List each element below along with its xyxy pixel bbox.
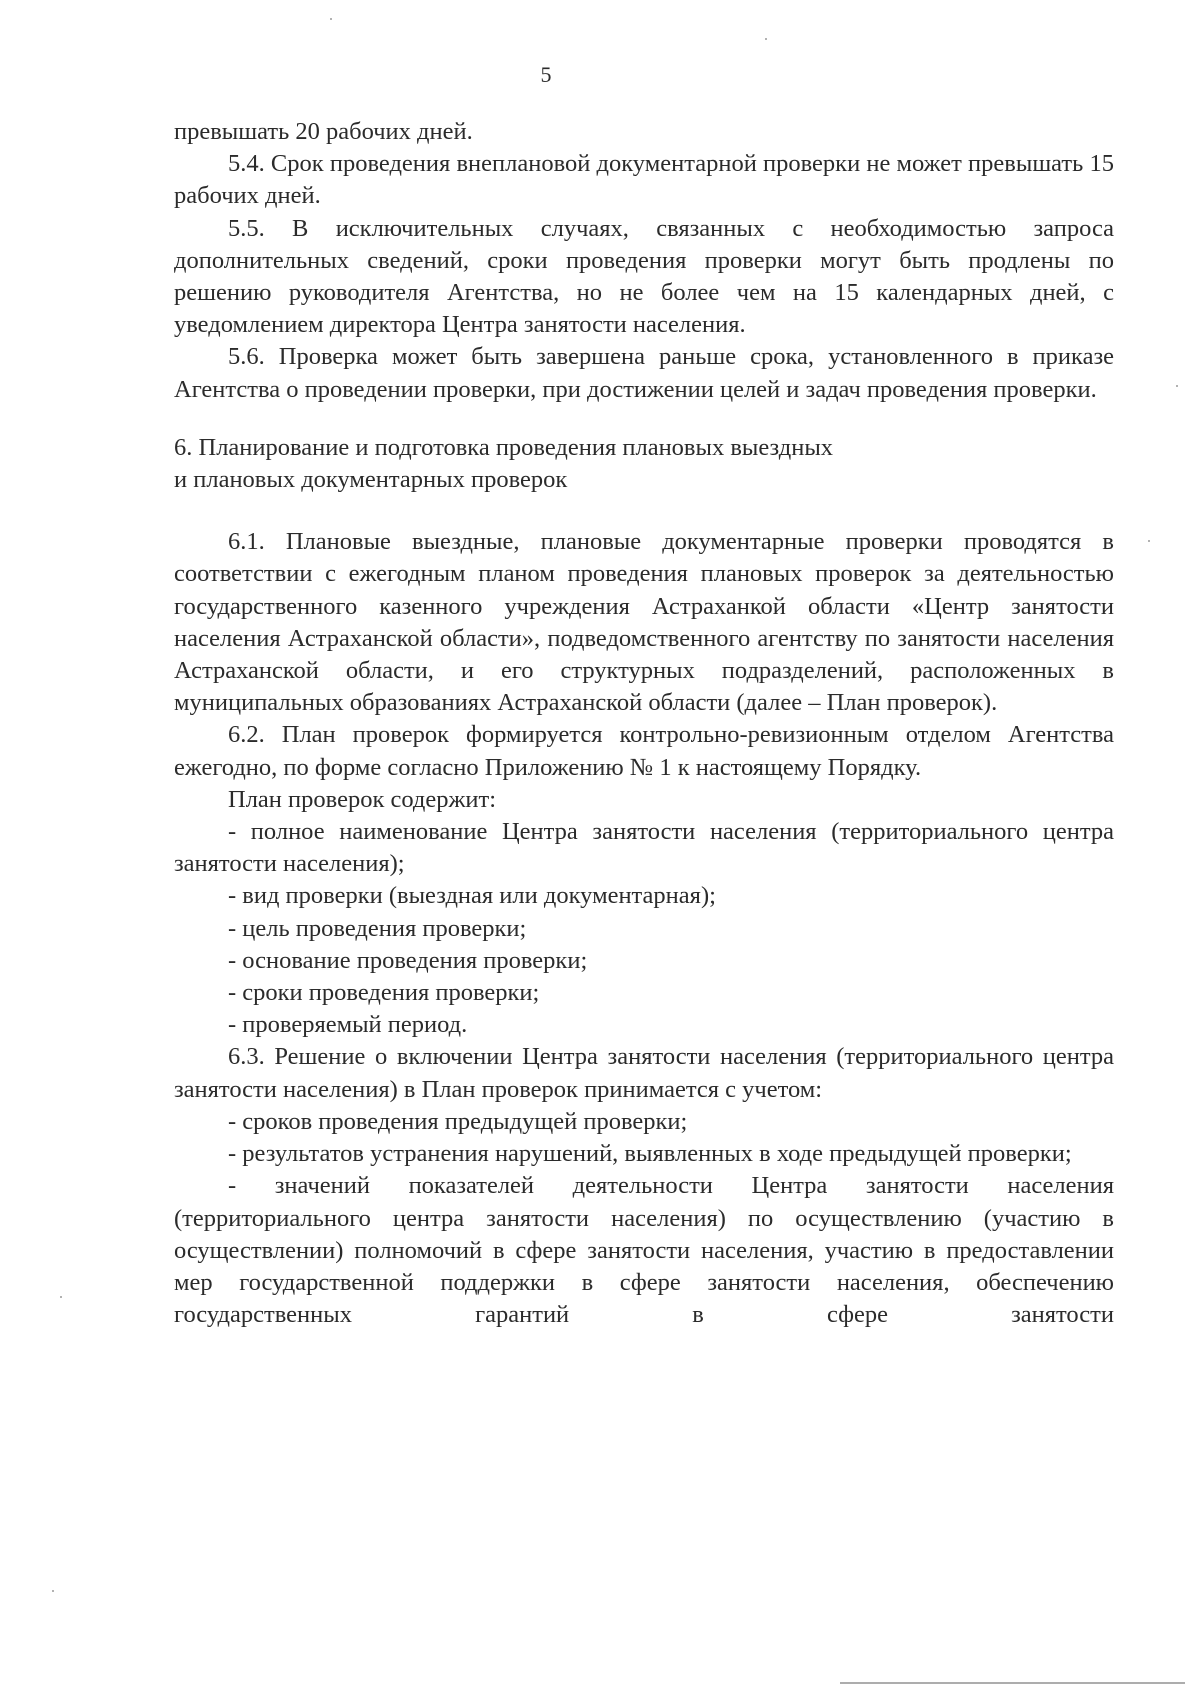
plan-contains-intro: План проверок содержит: <box>228 785 497 813</box>
list-item-prev-terms: - сроков проведения предыдущей проверки; <box>228 1107 688 1135</box>
scan-edge-line <box>840 1682 1185 1684</box>
scan-speck <box>52 1590 54 1592</box>
list-item-terms: - сроки проведения проверки; <box>228 979 540 1007</box>
paragraph-6-3: 6.3. Решение о включении Центра занятости населения (территориального центра занятости населения) в План проверок принимается с учетом: <box>174 1043 1114 1103</box>
section-heading-line-1: 6. Планирование и подготовка проведения плановых выездных <box>174 433 834 461</box>
paragraph-5-6: 5.6. Проверка может быть завершена раньше срока, установленного в приказе Агентства о проведении проверки, при достижении целей и задач проведения проверки. <box>174 343 1114 403</box>
paragraph-6-1: 6.1. Плановые выездные, плановые документарные проверки проводятся в соответствии с ежегодным планом проведения плановых проверок за деятельностью государственного казенного учреждения Астраханкой области «Центр занятости населения Астраханской области», подведомственного агентству по занятости населения Астраханской области, и его структурных подразделений, расположенных в муниципальных образованиях Астраханской области (далее – План проверок). <box>174 528 1114 717</box>
scan-speck <box>330 18 332 20</box>
list-item-goal: - цель проведения проверки; <box>228 914 527 942</box>
scan-speck <box>1176 385 1178 387</box>
scan-speck <box>60 1296 62 1298</box>
paragraph-5-5: 5.5. В исключительных случаях, связанных с необходимостью запроса дополнительных сведений, сроки проведения проверки могут быть продлены по решению руководителя Агентства, но не более чем на 15 календарных дней, с уведомлением директора Центра занятости населения. <box>174 214 1114 339</box>
list-item-period: - проверяемый период. <box>228 1011 468 1039</box>
list-item-indicators: - значений показателей деятельности Центра занятости населения (территориального центра занятости населения) по осуществлению (участию в осуществлении) полномочий в сфере занятости населения, участию в предоставлении мер государственной поддержки в сфере занятости населения, обеспечению государственных гарантий в сфере занятости <box>174 1172 1114 1329</box>
list-item-full-name: - полное наименование Центра занятости населения (территориального центра занятости населения); <box>174 818 1114 878</box>
document-body <box>174 116 1114 1331</box>
spacer <box>174 496 1114 526</box>
paragraph-5-4: 5.4. Срок проведения внеплановой документарной проверки не может превышать 15 рабочих дней. <box>174 150 1114 210</box>
paragraph-continuation: превышать 20 рабочих дней. <box>174 118 473 145</box>
list-item-type: - вид проверки (выездная или документарная); <box>228 882 716 910</box>
paragraph-6-2: 6.2. План проверок формируется контрольно-ревизионным отделом Агентства ежегодно, по форме согласно Приложению № 1 к настоящему Порядку. <box>174 721 1114 781</box>
scan-speck <box>1148 540 1150 542</box>
scan-speck <box>765 38 767 40</box>
page-number: 5 <box>540 62 552 87</box>
spacer <box>174 406 1114 432</box>
list-item-basis: - основание проведения проверки; <box>228 946 588 974</box>
list-item-results: - результатов устранения нарушений, выявленных в ходе предыдущей проверки; <box>228 1140 1072 1168</box>
section-heading-line-2: и плановых документарных проверок <box>174 466 568 494</box>
